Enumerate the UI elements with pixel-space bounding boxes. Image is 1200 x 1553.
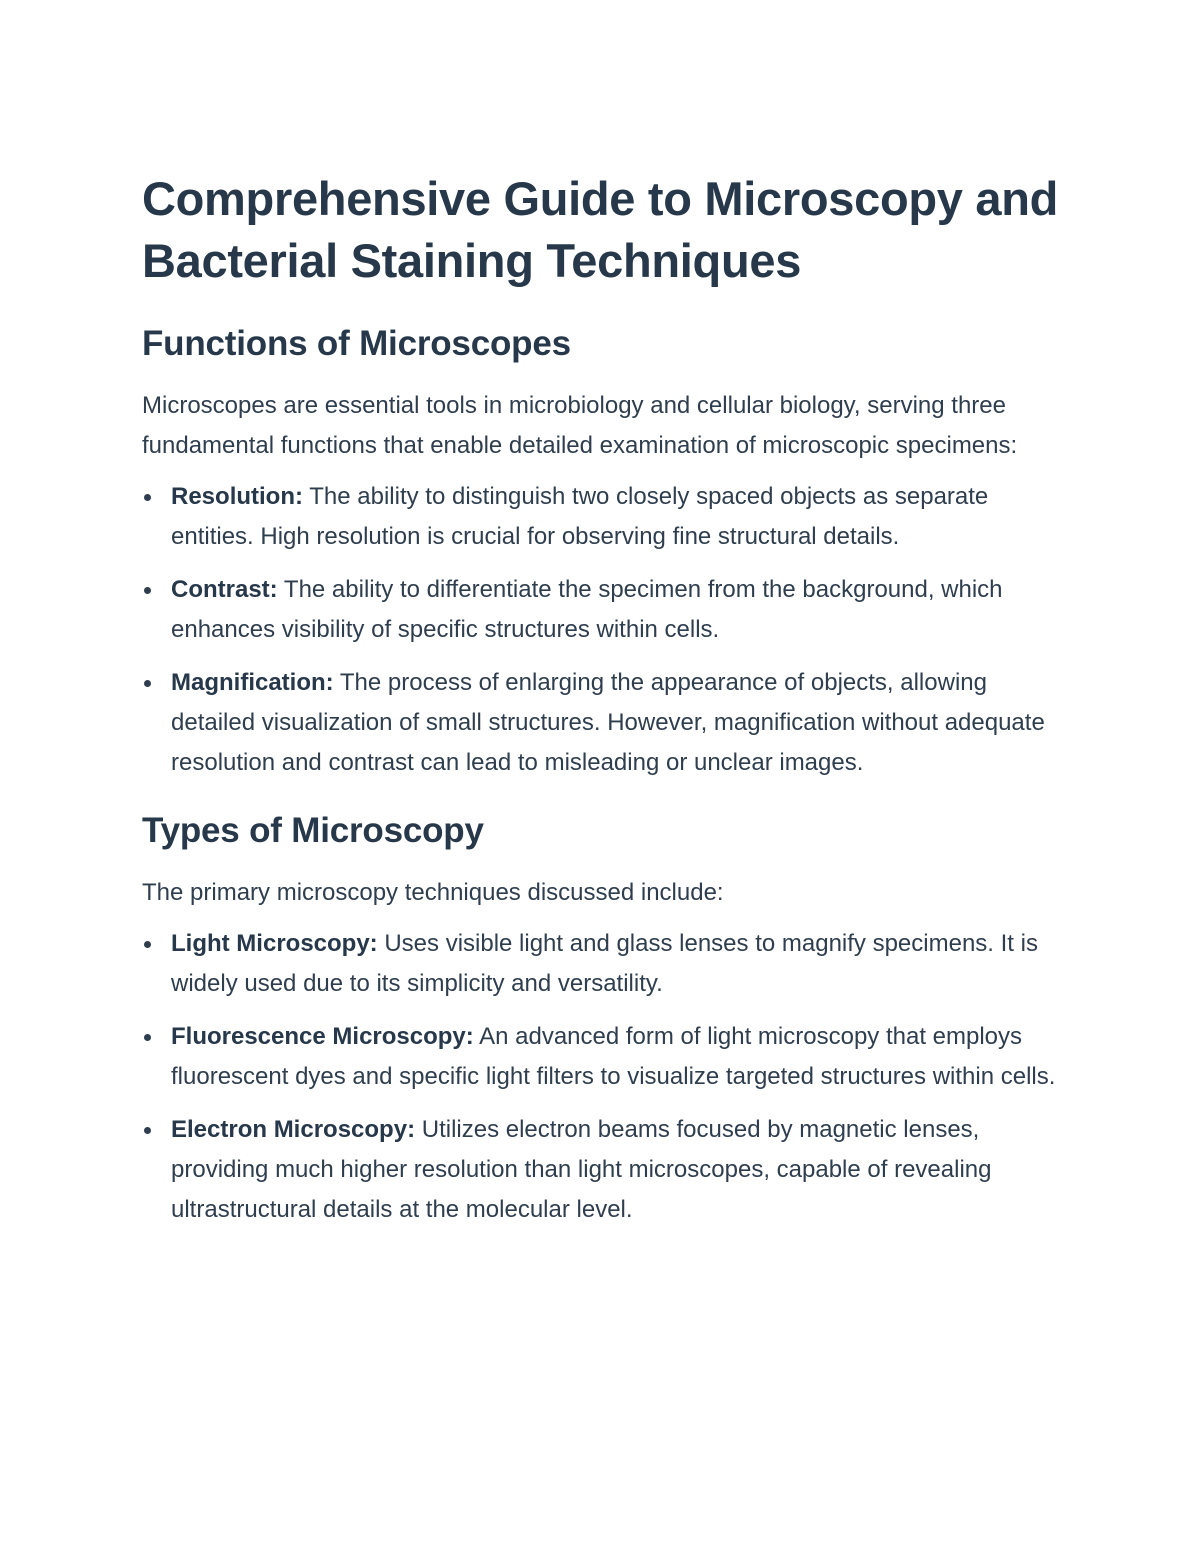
list-item-term: Light Microscopy: [171, 930, 378, 957]
bullet-icon [144, 587, 151, 594]
document-page [142, 168, 1062, 1243]
bullet-icon [144, 1127, 151, 1134]
list-item-term: Resolution: [171, 483, 303, 510]
section-heading: Functions of Microscopes [142, 324, 571, 363]
list-item-term: Electron Microscopy: [171, 1116, 416, 1143]
list-item [142, 924, 1062, 1004]
list-item [142, 1110, 1062, 1230]
list-item-text: The ability to differentiate the specimen from the background, which enhances visibility of specific structures within cells. [171, 576, 1003, 643]
list-item [142, 663, 1062, 783]
list-item-term: Magnification: [171, 669, 334, 696]
bullet-icon [144, 941, 151, 948]
bullet-icon [144, 680, 151, 687]
bullet-list [142, 924, 1062, 1230]
bullet-icon [144, 1034, 151, 1041]
document-title: Comprehensive Guide to Microscopy and Bacterial Staining Techniques [142, 172, 1059, 287]
section-intro: Microscopes are essential tools in microbiology and cellular biology, serving three fundamental functions that enable detailed examination of microscopic specimens: [142, 392, 1018, 459]
list-item-text: The process of enlarging the appearance of objects, allowing detailed visualization of small structures. However, magnification without adequate resolution and contrast can lead to misleading or unclear images. [171, 669, 1045, 776]
bullet-icon [144, 494, 151, 501]
section-functions-of-microscopes [142, 322, 1062, 783]
section-heading: Types of Microscopy [142, 811, 484, 850]
list-item-term: Contrast: [171, 576, 278, 603]
list-item [142, 1017, 1062, 1097]
list-item [142, 570, 1062, 650]
list-item [142, 477, 1062, 557]
bullet-list [142, 477, 1062, 783]
list-item-text: Utilizes electron beams focused by magnetic lenses, providing much higher resolution than light microscopes, capable of revealing ultrastructural details at the molecular level. [171, 1116, 992, 1223]
list-item-term: Fluorescence Microscopy: [171, 1023, 474, 1050]
list-item-text: The ability to distinguish two closely spaced objects as separate entities. High resolution is crucial for observing fine structural details. [171, 483, 989, 550]
list-item-text: An advanced form of light microscopy that employs fluorescent dyes and specific light filters to visualize targeted structures within cells. [171, 1023, 1056, 1090]
section-intro: The primary microscopy techniques discussed include: [142, 879, 724, 906]
list-item-text: Uses visible light and glass lenses to magnify specimens. It is widely used due to its simplicity and versatility. [171, 930, 1038, 997]
section-types-of-microscopy [142, 809, 1062, 1230]
